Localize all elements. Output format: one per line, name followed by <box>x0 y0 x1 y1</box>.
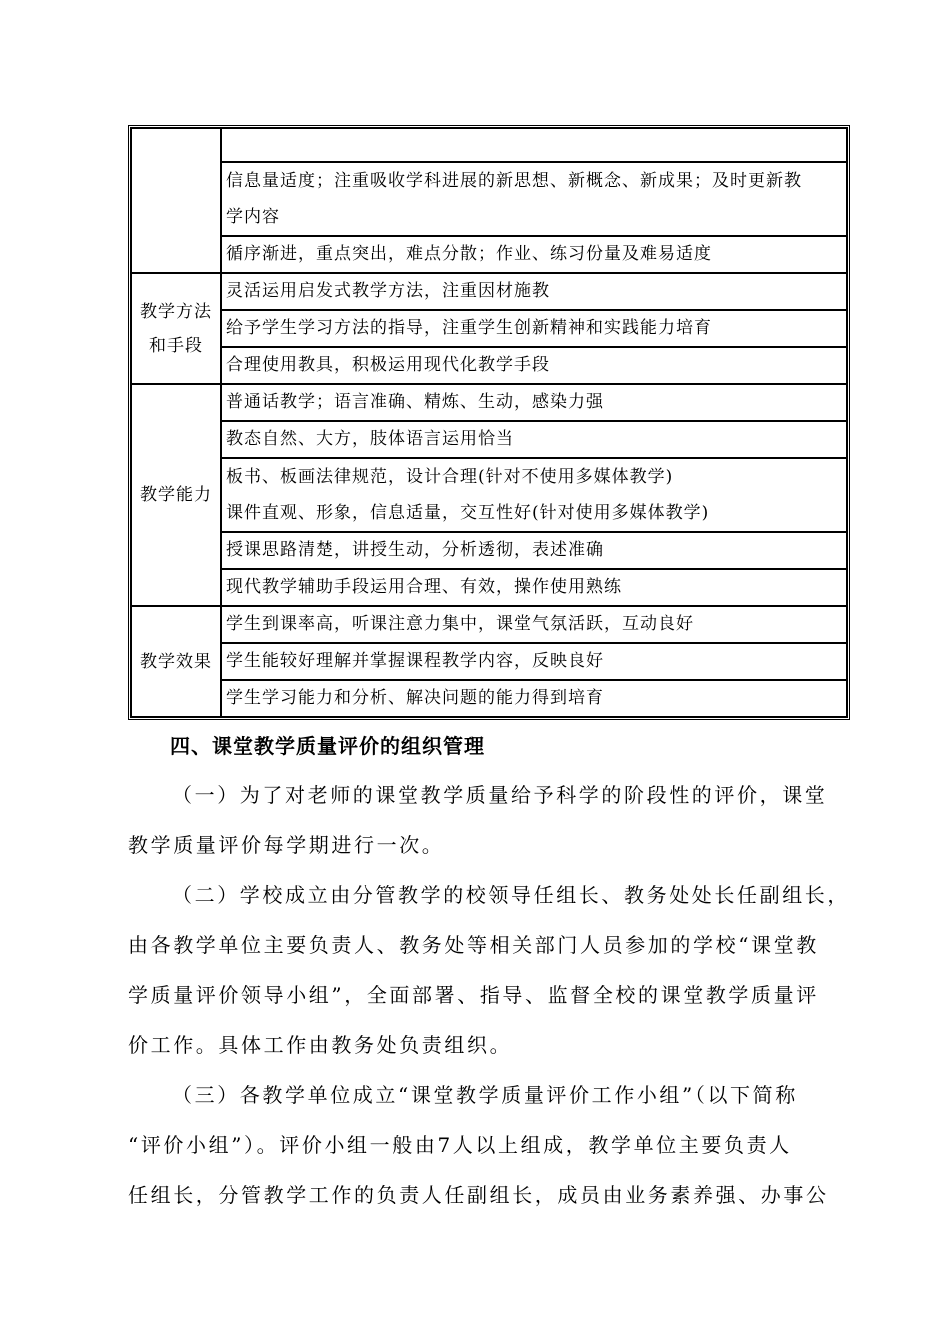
table-row <box>131 532 847 569</box>
paragraph-line: 价工作。具体工作由教务处负责组织。 <box>128 1033 513 1057</box>
criteria-item <box>221 162 847 236</box>
table-row <box>131 384 847 421</box>
paragraph-line: 任组长，分管教学工作的负责人任副组长，成员由业务素养强、办事公 <box>128 1183 829 1207</box>
table-row <box>131 310 847 347</box>
paragraph-line: “评价小组”）。评价小组一般由7人以上组成，教学单位主要负责人 <box>128 1133 792 1157</box>
table-row <box>131 606 847 643</box>
table-row <box>131 569 847 606</box>
criteria-item-line: 信息量适度；注重吸收学科进展的新思想、新概念、新成果；及时更新教 <box>226 171 802 191</box>
table-row <box>131 162 847 236</box>
paragraph <box>128 770 850 870</box>
criteria-item: 普通话教学；语言准确、精炼、生动，感染力强 <box>221 384 847 421</box>
category-label: 教学方法 <box>140 301 212 322</box>
paragraph-line: 由各教学单位主要负责人、教务处等相关部门人员参加的学校“课堂教 <box>128 933 819 957</box>
section-heading: 四、课堂教学质量评价的组织管理 <box>170 734 485 758</box>
table-row <box>131 236 847 273</box>
category-cell: 教学效果 <box>131 606 221 717</box>
table-row <box>131 680 847 717</box>
criteria-item <box>221 128 847 162</box>
category-cell <box>131 273 221 384</box>
paragraph-line: （三）各教学单位成立“课堂教学质量评价工作小组”（以下简称 <box>172 1083 798 1107</box>
table-row <box>131 458 847 532</box>
criteria-item: 循序渐进，重点突出，难点分散；作业、练习份量及难易适度 <box>221 236 847 273</box>
table-row <box>131 643 847 680</box>
category-cell: 教学能力 <box>131 384 221 606</box>
evaluation-criteria-table <box>128 125 850 720</box>
paragraph <box>128 870 850 1070</box>
criteria-item: 灵活运用启发式教学方法，注重因材施教 <box>221 273 847 310</box>
paragraph <box>128 1070 850 1220</box>
criteria-item: 现代教学辅助手段运用合理、有效，操作使用熟练 <box>221 569 847 606</box>
paragraph-line: （一）为了对老师的课堂教学质量给予科学的阶段性的评价，课堂 <box>172 783 828 807</box>
criteria-item: 给予学生学习方法的指导，注重学生创新精神和实践能力培育 <box>221 310 847 347</box>
criteria-item <box>221 458 847 532</box>
criteria-item-line: 课件直观、形象，信息适量，交互性好(针对使用多媒体教学) <box>226 503 710 523</box>
category-label: 和手段 <box>149 335 203 356</box>
criteria-item-line: 学内容 <box>226 207 280 227</box>
table-row <box>131 128 847 162</box>
criteria-item: 学生到课率高，听课注意力集中，课堂气氛活跃，互动良好 <box>221 606 847 643</box>
paragraph-line: 学质量评价领导小组”，全面部署、指导、监督全校的课堂教学质量评 <box>128 983 819 1007</box>
paragraph-line: 教学质量评价每学期进行一次。 <box>128 833 445 857</box>
table-row <box>131 273 847 310</box>
criteria-item: 学生能较好理解并掌握课程教学内容，反映良好 <box>221 643 847 680</box>
table-row <box>131 347 847 384</box>
criteria-item: 合理使用教具，积极运用现代化教学手段 <box>221 347 847 384</box>
criteria-item: 教态自然、大方，肢体语言运用恰当 <box>221 421 847 458</box>
criteria-item: 学生学习能力和分析、解决问题的能力得到培育 <box>221 680 847 717</box>
paragraph-line: （二）学校成立由分管教学的校领导任组长、教务处处长任副组长， <box>172 883 850 907</box>
table-row <box>131 421 847 458</box>
category-cell <box>131 128 221 273</box>
criteria-item: 授课思路清楚，讲授生动，分析透彻，表述准确 <box>221 532 847 569</box>
criteria-item-line: 板书、板画法律规范，设计合理(针对不使用多媒体教学) <box>226 467 674 487</box>
